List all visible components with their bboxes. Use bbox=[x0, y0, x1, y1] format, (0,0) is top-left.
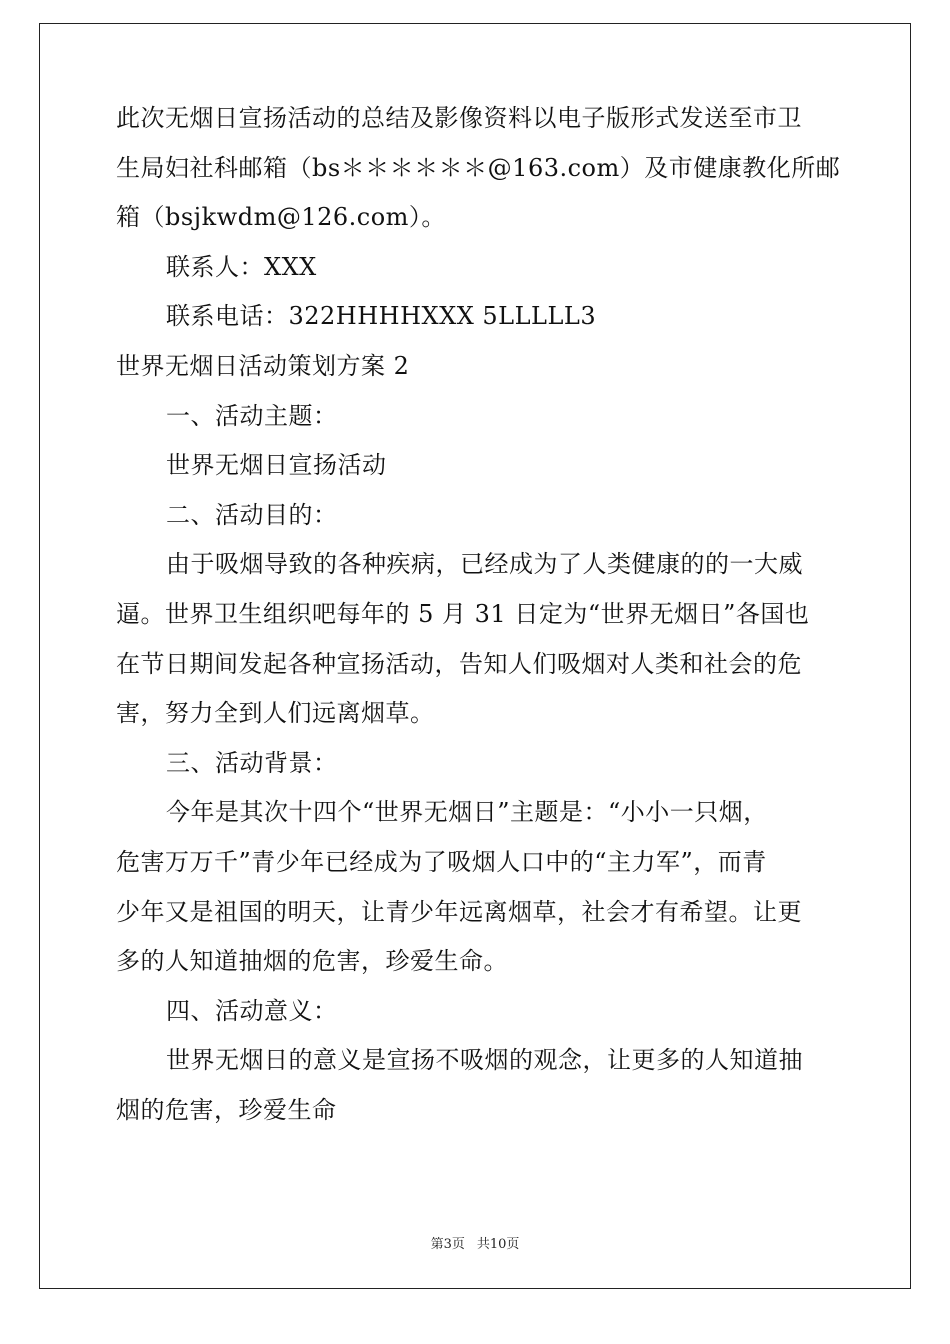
text-line: 危害万万千”青少年已经成为了吸烟人口中的“主力军”，而青 bbox=[116, 847, 767, 876]
text-line: 逼。世界卫生组织吧每年的 5 月 31 日定为“世界无烟日”各国也 bbox=[116, 599, 810, 628]
text-line: 此次无烟日宣扬活动的总结及影像资料以电子版形式发送至市卫 bbox=[116, 104, 802, 132]
page-footer bbox=[0, 1233, 950, 1252]
page-number: 第3页 bbox=[430, 1237, 465, 1252]
contact-phone: 联系电话：322HHHHXXX 5LLLLL3 bbox=[166, 302, 597, 331]
text-line: 多的人知道抽烟的危害，珍爱生命。 bbox=[116, 947, 508, 976]
text-line: 今年是其次十四个“世界无烟日”主题是：“小小一只烟， bbox=[166, 798, 768, 827]
contact-person: 联系人：XXX bbox=[166, 252, 317, 281]
heading-significance: 四、活动意义： bbox=[166, 996, 338, 1025]
text-line: 少年又是祖国的明天，让青少年远离烟草，社会才有希望。让更 bbox=[116, 897, 802, 926]
document-body bbox=[116, 94, 841, 1135]
text-line: 生局妇社科邮箱（bs＊＊＊＊＊＊@163.com）及市健康教化所邮 bbox=[116, 153, 841, 182]
text-line: 世界无烟日宣扬活动 bbox=[166, 451, 387, 480]
text-line: 世界无烟日的意义是宣扬不吸烟的观念，让更多的人知道抽 bbox=[166, 1046, 803, 1075]
heading-purpose: 二、活动目的： bbox=[166, 500, 338, 529]
heading-theme: 一、活动主题： bbox=[166, 401, 338, 430]
text-line: 害，努力全到人们远离烟草。 bbox=[116, 699, 435, 728]
page-total: 共10页 bbox=[476, 1237, 520, 1252]
text-line: 在节日期间发起各种宣扬活动，告知人们吸烟对人类和社会的危 bbox=[116, 649, 802, 678]
text-line: 烟的危害，珍爱生命 bbox=[116, 1095, 337, 1124]
text-line: 箱（bsjkwdm@126.com）。 bbox=[116, 203, 446, 232]
heading-background: 三、活动背景： bbox=[166, 748, 338, 777]
text-line: 由于吸烟导致的各种疾病，已经成为了人类健康的的一大威 bbox=[166, 550, 803, 579]
section-title: 世界无烟日活动策划方案 2 bbox=[116, 351, 410, 380]
